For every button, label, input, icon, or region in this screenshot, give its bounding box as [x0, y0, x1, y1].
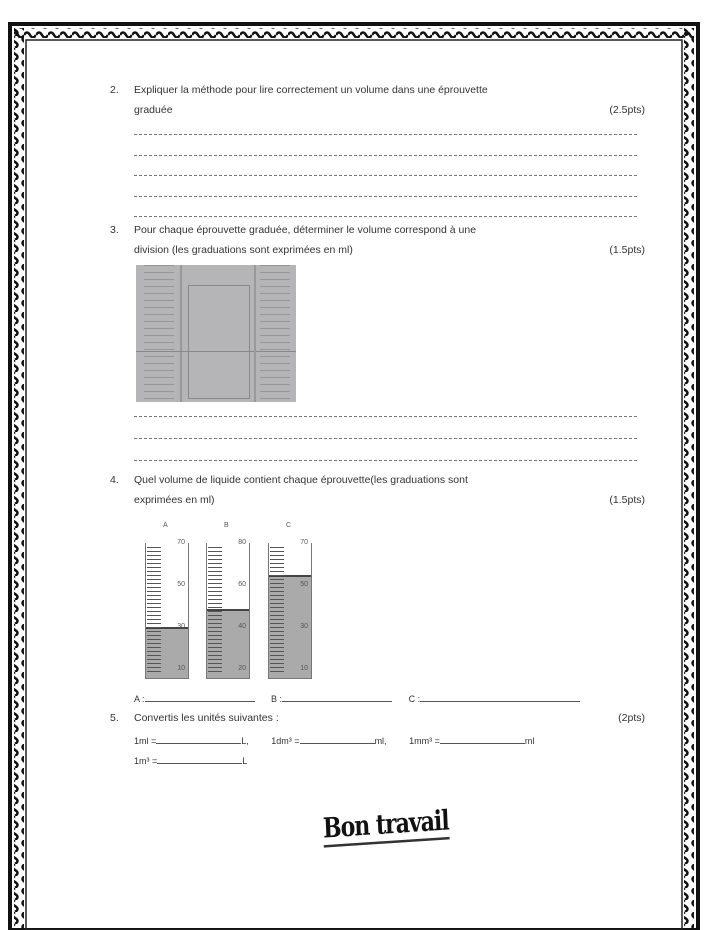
graduation-ticks — [270, 547, 284, 675]
graduation-label: 10 — [177, 665, 185, 672]
graduation-ticks — [147, 547, 161, 675]
answer-line[interactable] — [134, 438, 637, 439]
graduation-label: 70 — [300, 539, 308, 546]
answer-b-field[interactable] — [282, 690, 392, 702]
conversion-field[interactable] — [156, 732, 241, 744]
question-5: 5. Convertis les unités suivantes : (2pts) — [110, 712, 645, 724]
conversion-field[interactable] — [157, 752, 242, 764]
answers-row: A : B : C : — [134, 690, 580, 704]
graduation-label: 20 — [238, 665, 246, 672]
graduation-label: 40 — [238, 623, 246, 630]
answer-line[interactable] — [134, 216, 637, 217]
conversion-field[interactable] — [300, 732, 375, 744]
graduation-label: 10 — [300, 665, 308, 672]
answer-line[interactable] — [134, 134, 637, 135]
closing-text: Bon travail — [322, 804, 449, 847]
graduation-label: 50 — [177, 581, 185, 588]
question-4: 4. Quel volume de liquide contient chaque éprouvette(les graduations sont exprimées en ml) (1.5pts) — [110, 474, 645, 506]
answer-line[interactable] — [134, 155, 637, 156]
graduation-label: 80 — [238, 539, 246, 546]
graduation-ticks — [208, 547, 222, 675]
answer-a-field[interactable] — [145, 690, 255, 702]
graduated-cylinder-c — [268, 539, 312, 679]
cylinder-label: A — [163, 522, 168, 529]
graduation-label: 30 — [177, 623, 185, 630]
graduation-label: 50 — [300, 581, 308, 588]
cylinder-label: C — [286, 522, 292, 529]
graduated-cylinder-b — [206, 539, 250, 679]
conversion-row-2: 1m³ = L — [134, 752, 247, 766]
graduated-cylinders-photo — [136, 265, 296, 402]
conversion-field[interactable] — [440, 732, 525, 744]
graduation-label: 70 — [177, 539, 185, 546]
graduation-label: 60 — [238, 581, 246, 588]
answer-line[interactable] — [134, 416, 637, 417]
graduation-label: 30 — [300, 623, 308, 630]
question-2: 2. Expliquer la méthode pour lire correctement un volume dans une éprouvette graduée (2.5pts) — [110, 84, 645, 116]
cylinder-label: B — [224, 522, 229, 529]
answer-line[interactable] — [134, 175, 637, 176]
conversion-row-1: 1ml = L, 1dm³ = ml, 1mm³ = ml — [134, 732, 534, 746]
question-3: 3. Pour chaque éprouvette graduée, déterminer le volume correspond à une division (les graduations sont exprimées en ml) (1.5pts) — [110, 224, 645, 256]
answer-c-field[interactable] — [420, 690, 580, 702]
answer-line[interactable] — [134, 196, 637, 197]
graduated-cylinder-a — [145, 539, 189, 679]
answer-line[interactable] — [134, 460, 637, 461]
